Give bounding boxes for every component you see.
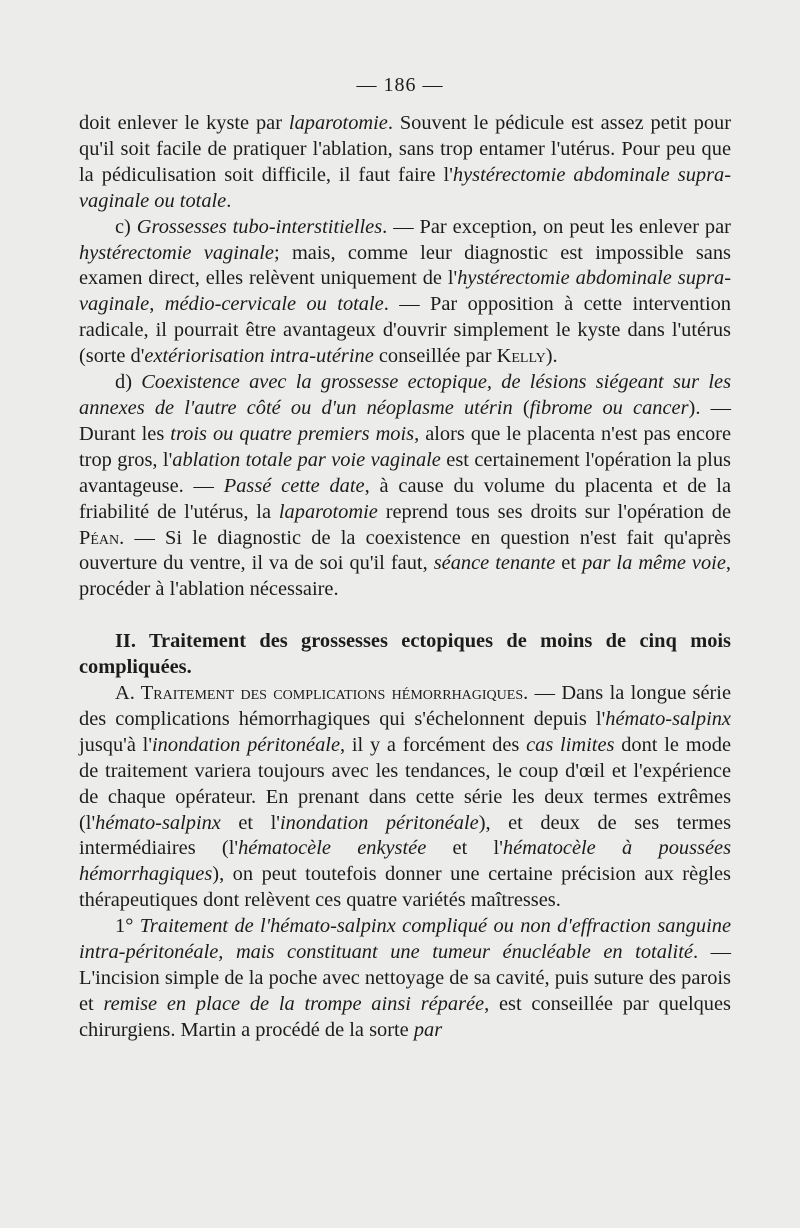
paragraph-hemato-salpinx: 1° Traitement de l'hémato-salpinx compliqué ou non d'effraction sanguine intra-péritonéale, mais constituant une tumeur énucléable en totalité. — L'incision simple de la poche avec nettoyage de sa cavité, puis suture des parois et remise en place de la trompe ainsi réparée, est conseillée par quelques chirurgiens. Martin a procédé de la sorte par: [79, 915, 731, 1041]
paragraph-hemorrhagic: A. Traitement des complications hémorrhagiques. — Dans la longue série des complications hémorrhagiques qui s'échelonnent depuis l'hémato-salpinx jusqu'à l'inondation péritonéale, il y a forcément des cas limites dont le mode de traitement variera toujours avec les tendances, le coup d'œil et l'expérience de chaque opérateur. En prenant dans cette série les deux termes extrêmes (l'hémato-salpinx et l'inondation péritonéale), et deux de ses termes intermédiaires (l'hématocèle enkystée et l'hématocèle à poussées hémorrhagiques), on peut toutefois donner une certaine précision aux règles thérapeutiques dont relèvent ces quatre variétés maîtresses.: [79, 682, 732, 912]
spacer: [79, 603, 731, 629]
paragraph-tubo-interstitial: c) Grossesses tubo-interstitielles. — Par exception, on peut les enlever par hystérectomie vaginale; mais, comme leur diagnostic est impossible sans examen direct, elles relèvent uniquement de l'hystérectomie abdominale supra-vaginale, médio-cervicale ou totale. — Par opposition à cette intervention radicale, il pourrait être avantageux d'ouvrir simplement le kyste dans l'utérus (sorte d'extériorisation intra-utérine conseillée par Kelly).: [79, 215, 732, 368]
page-number-header: [0, 74, 800, 97]
section-heading: II. Traitement des grossesses ectopiques de moins de cinq mois compliquées.: [79, 630, 731, 679]
page-number: — 186 —: [356, 74, 444, 96]
paragraph-coexistence: d) Coexistence avec la grossesse ectopique, de lésions siégeant sur les annexes de l'autre côté ou d'un néoplasme utérin (fibrome ou cancer). — Durant les trois ou quatre premiers mois, alors que le placenta n'est pas encore trop gros, l'ablation totale par voie vaginale est certainement l'opération la plus avantageuse. — Passé cette date, à cause du volume du placenta et de la friabilité de l'utérus, la laparotomie reprend tous ses droits sur l'opération de Péan. — Si le diagnostic de la coexistence en question n'est fait qu'après ouverture du ventre, il va de soi qu'il faut, séance tenante et par la même voie, procéder à l'ablation nécessaire.: [79, 371, 732, 601]
page-body: [79, 111, 731, 1044]
paragraph-continuation: doit enlever le kyste par laparotomie. Souvent le pédicule est assez petit pour qu'il soit facile de pratiquer l'ablation, sans trop entamer l'utérus. Pour peu que la pédiculisation soit difficile, il faut faire l'hystérectomie abdominale supra-vaginale ou totale.: [79, 112, 732, 212]
